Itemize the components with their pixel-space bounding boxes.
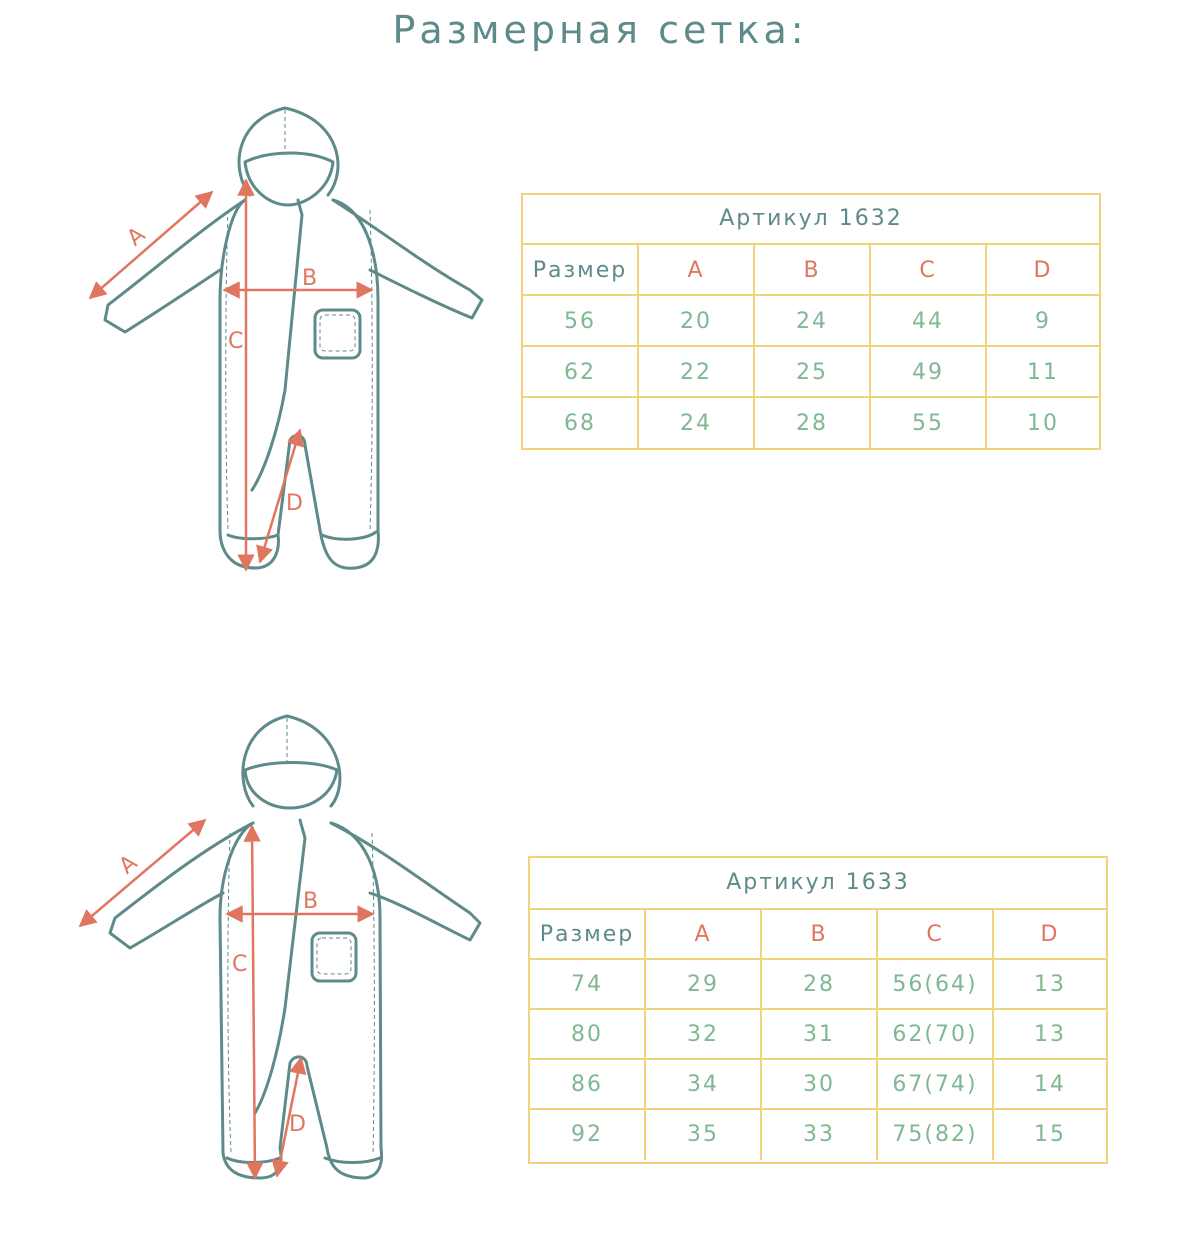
column-header-size: Размер bbox=[523, 245, 639, 296]
table-cell: 75(82) bbox=[878, 1110, 994, 1160]
table-grid bbox=[530, 910, 1106, 1160]
column-header-c: C bbox=[878, 910, 994, 960]
table-cell: 33 bbox=[762, 1110, 878, 1160]
column-header-b: B bbox=[755, 245, 871, 296]
table-cell: 62 bbox=[523, 347, 639, 398]
column-header-a: A bbox=[639, 245, 755, 296]
table-heading: Артикул 1632 bbox=[523, 195, 1099, 245]
label-d: D bbox=[289, 1112, 306, 1137]
label-a: A bbox=[114, 850, 143, 880]
label-a: A bbox=[122, 222, 151, 252]
table-cell: 11 bbox=[987, 347, 1099, 398]
column-header-d: D bbox=[987, 245, 1099, 296]
table-cell: 62(70) bbox=[878, 1010, 994, 1060]
table-cell: 31 bbox=[762, 1010, 878, 1060]
table-cell: 67(74) bbox=[878, 1060, 994, 1110]
table-cell: 74 bbox=[530, 960, 646, 1010]
table-cell: 24 bbox=[755, 296, 871, 347]
size-table-1633 bbox=[528, 856, 1108, 1164]
table-cell: 13 bbox=[994, 960, 1106, 1010]
table-cell: 10 bbox=[1027, 411, 1059, 436]
column-header-d: D bbox=[994, 910, 1106, 960]
table-cell: 35 bbox=[646, 1110, 762, 1160]
jumpsuit-diagram-1632 bbox=[80, 100, 490, 580]
label-b: B bbox=[302, 266, 318, 291]
table-cell: 15 bbox=[1034, 1122, 1066, 1147]
column-header-a: A bbox=[646, 910, 762, 960]
column-header-c: C bbox=[871, 245, 987, 296]
table-cell: 22 bbox=[639, 347, 755, 398]
table-grid bbox=[523, 245, 1099, 449]
table-cell: 28 bbox=[762, 960, 878, 1010]
table-cell: 44 bbox=[871, 296, 987, 347]
table-cell: 49 bbox=[871, 347, 987, 398]
label-c: C bbox=[232, 952, 248, 977]
table-cell: 56(64) bbox=[878, 960, 994, 1010]
table-cell: 55 bbox=[871, 398, 987, 449]
label-d: D bbox=[286, 491, 303, 516]
table-cell: 9 bbox=[987, 296, 1099, 347]
table-cell: 13 bbox=[994, 1010, 1106, 1060]
label-b: B bbox=[303, 889, 319, 914]
table-cell: 92 bbox=[530, 1110, 646, 1160]
table-cell: 29 bbox=[646, 960, 762, 1010]
jumpsuit-drawing bbox=[80, 100, 490, 580]
table-cell: 30 bbox=[762, 1060, 878, 1110]
size-table-1632 bbox=[521, 193, 1101, 450]
table-cell: 80 bbox=[530, 1010, 646, 1060]
table-cell: 24 bbox=[639, 398, 755, 449]
table-cell: 68 bbox=[523, 398, 639, 449]
table-cell: 86 bbox=[530, 1060, 646, 1110]
table-cell: 14 bbox=[994, 1060, 1106, 1110]
table-heading: Артикул 1633 bbox=[530, 858, 1106, 910]
column-header-size: Размер bbox=[530, 910, 646, 960]
table-cell: 34 bbox=[646, 1060, 762, 1110]
jumpsuit-drawing bbox=[75, 708, 490, 1188]
table-cell: 20 bbox=[639, 296, 755, 347]
table-cell: 28 bbox=[755, 398, 871, 449]
page-title: Размерная сетка: bbox=[392, 8, 808, 52]
table-cell: 25 bbox=[755, 347, 871, 398]
label-c: C bbox=[228, 329, 244, 354]
table-cell: 56 bbox=[523, 296, 639, 347]
column-header-b: B bbox=[762, 910, 878, 960]
table-cell: 32 bbox=[646, 1010, 762, 1060]
jumpsuit-diagram-1633 bbox=[75, 708, 490, 1188]
